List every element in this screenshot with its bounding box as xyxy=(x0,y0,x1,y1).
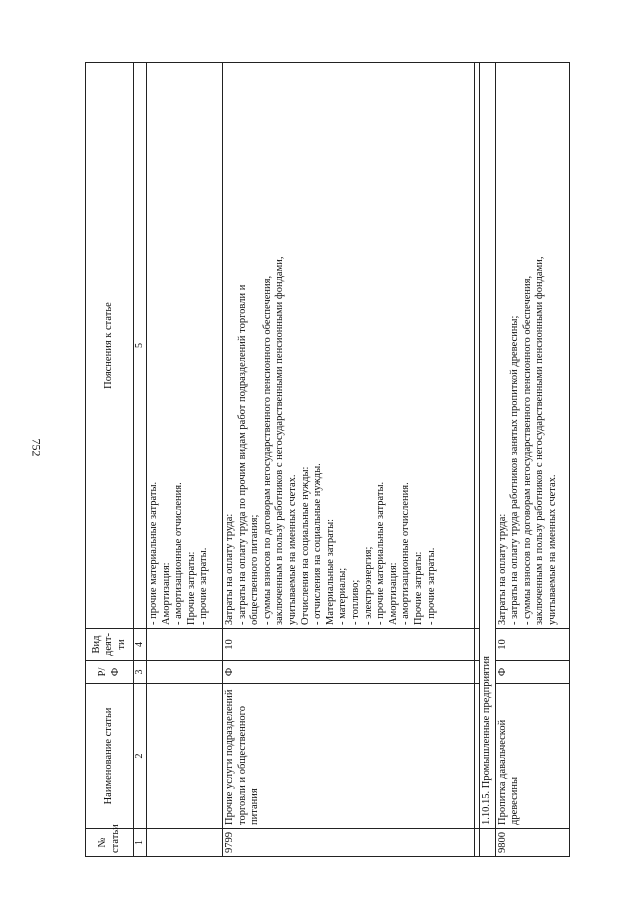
header-vid: Вид деят-ти xyxy=(86,629,134,661)
col-index-3: 3 xyxy=(134,661,147,684)
item-no: 9799 xyxy=(223,829,475,857)
expl-line: Затраты на оплату труда: xyxy=(224,513,235,625)
item-name: Пропитка давальческой древесины xyxy=(495,684,569,829)
expl-line: - прочие материальные затраты. xyxy=(375,481,387,625)
expl-line: заключенным в пользу работников с негосударственными пенсионными фондами, xyxy=(534,256,546,625)
expl-line: Материальные затраты: xyxy=(324,518,336,625)
continuation-explanation xyxy=(147,63,223,629)
item-explanation xyxy=(495,63,569,629)
continuation-row xyxy=(147,63,223,857)
header-no: № статьи xyxy=(86,829,134,857)
header-rf: Р/ Ф xyxy=(86,661,134,684)
expl-line: Амортизация: xyxy=(387,562,399,625)
expl-line: - материалы; xyxy=(337,567,349,625)
column-index-row xyxy=(134,63,147,857)
cont-line: Амортизация: xyxy=(160,562,172,625)
item-explanation xyxy=(223,63,475,629)
expl-line: - суммы взносов по договорам негосударственного пенсионного обеспечения, xyxy=(521,275,533,625)
col-index-5: 5 xyxy=(134,63,147,629)
expl-line: учитываемые на именных счетах. xyxy=(546,474,558,625)
expl-line: - прочие затраты. xyxy=(425,547,437,625)
item-rf: Ф xyxy=(223,661,475,684)
header-row xyxy=(86,63,134,857)
expl-line: общественного питания; xyxy=(249,514,261,625)
cont-line: - прочие материальные затраты. xyxy=(148,481,159,625)
col-index-2: 2 xyxy=(134,684,147,829)
section-title: 1.10.15. Промышленные предприятия xyxy=(480,63,496,829)
page-number: 752 xyxy=(29,438,44,457)
item-rf: Ф xyxy=(495,661,569,684)
expl-line: учитываемые на именных счетах. xyxy=(286,474,298,625)
rotated-table-wrapper xyxy=(85,62,570,857)
item-no: 9800 xyxy=(495,829,569,857)
col-index-1: 1 xyxy=(134,829,147,857)
expl-line: Затраты на оплату труда: xyxy=(496,513,508,625)
expl-line: - затраты на оплату труда по прочим видам работ подразделений торговли и xyxy=(236,284,248,625)
table-row xyxy=(495,63,569,857)
item-vid: 10 xyxy=(495,629,569,661)
expl-line: - амортизационные отчисления. xyxy=(400,482,412,625)
expl-line: - отчисления на социальные нужды. xyxy=(312,463,324,625)
expl-line: - топливо; xyxy=(349,579,361,625)
table-row xyxy=(223,63,475,857)
header-name: Наименование статьи xyxy=(86,684,134,829)
item-vid: 10 xyxy=(223,629,475,661)
cost-items-table xyxy=(85,62,570,857)
header-expl: Пояснения к статье xyxy=(86,63,134,629)
expl-line: - электроэнергия; xyxy=(362,546,374,625)
cont-line: - прочие затраты. xyxy=(198,547,210,625)
expl-line: заключенным в пользу работников с негосударственными пенсионными фондами, xyxy=(274,256,286,625)
expl-line: - затраты на оплату труда работников занятых пропиткой древесины; xyxy=(509,315,521,625)
col-index-4: 4 xyxy=(134,629,147,661)
expl-line: Прочие затраты: xyxy=(412,551,424,625)
cont-line: Прочие затраты: xyxy=(185,551,197,625)
item-name: Прочие услуги подразделений торговли и общественного питания xyxy=(223,684,475,829)
section-row xyxy=(480,63,496,857)
expl-line: - суммы взносов по договорам негосударственного пенсионного обеспечения, xyxy=(261,275,273,625)
cont-line: - амортизационные отчисления. xyxy=(173,482,185,625)
expl-line: Отчисления на социальные нужды: xyxy=(299,466,311,625)
